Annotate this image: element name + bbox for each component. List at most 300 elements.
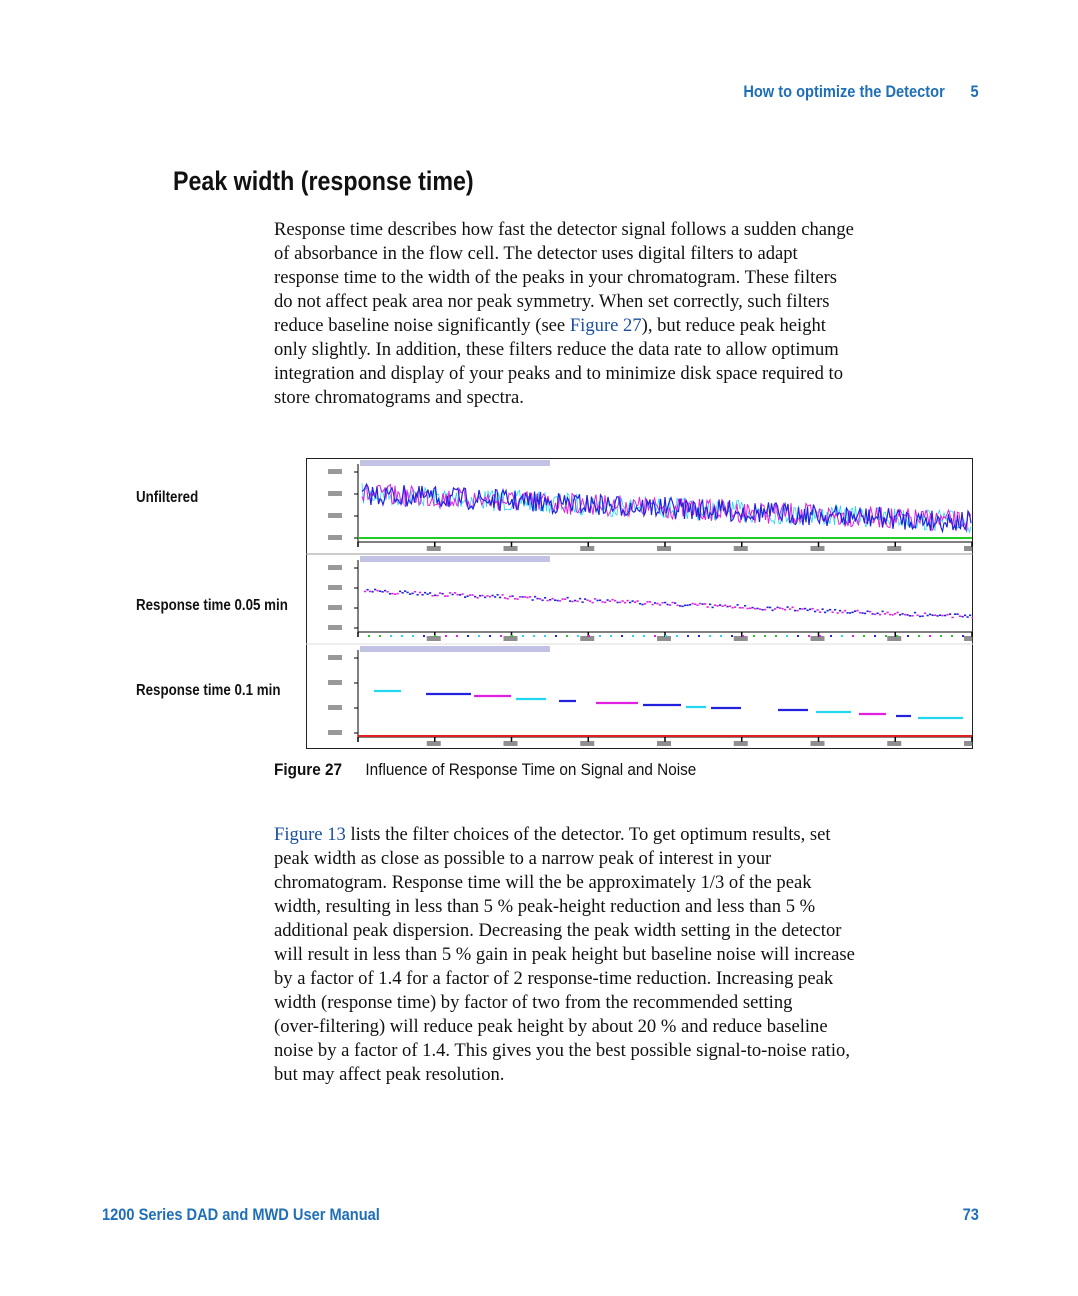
x-tick-label [427, 636, 441, 641]
filtered-trace-point [804, 608, 806, 610]
filtered-trace-point [759, 608, 761, 610]
text-line: additional peak dispersion. Decreasing the peak width setting in the detector [274, 920, 842, 941]
filtered-trace-point [859, 612, 861, 614]
filtered-trace-point [569, 600, 571, 602]
y-tick-label [328, 680, 342, 685]
filtered-trace-point [687, 604, 689, 606]
filtered-trace-point [812, 608, 814, 610]
filtered-trace-point [809, 609, 811, 611]
baseline-dot [654, 635, 656, 637]
filtered-trace-point [917, 614, 919, 616]
filtered-trace-point [602, 601, 604, 603]
filtered-trace-point [444, 595, 446, 597]
filtered-trace-point [634, 601, 636, 603]
filtered-trace-point [899, 614, 901, 616]
baseline-dot [786, 635, 788, 637]
header-chapter-number: 5 [970, 82, 979, 101]
filtered-trace-point [484, 597, 486, 599]
filtered-trace-point [862, 612, 864, 614]
x-tick-label [504, 546, 518, 551]
filtered-trace-point [869, 611, 871, 613]
filtered-trace-point [394, 593, 396, 595]
footer-manual-title: 1200 Series DAD and MWD User Manual [102, 1205, 380, 1224]
filtered-trace-point [664, 602, 666, 604]
text-line: only slightly. In addition, these filters reduce the data rate to allow optimum [274, 339, 839, 360]
filtered-trace-point [554, 599, 556, 601]
baseline-dot [929, 635, 931, 637]
filtered-trace-point [947, 614, 949, 616]
figure-27-link[interactable]: Figure 27 [569, 315, 642, 336]
baseline-dot [885, 635, 887, 637]
text-line: of absorbance in the flow cell. The detector uses digital filters to adapt [274, 243, 798, 264]
filtered-trace-point [957, 613, 959, 615]
baseline-dot [577, 635, 579, 637]
baseline-dot [698, 635, 700, 637]
filtered-trace-point [794, 610, 796, 612]
filtered-trace-point [562, 598, 564, 600]
filtered-trace-point [787, 606, 789, 608]
x-tick-label [427, 741, 441, 746]
filtered-trace-point [772, 609, 774, 611]
filtered-trace-point [647, 601, 649, 603]
filtered-trace-point [832, 611, 834, 613]
filtered-trace-point [932, 614, 934, 616]
x-tick-label [887, 636, 901, 641]
filtered-trace-point [952, 617, 954, 619]
filtered-trace-point [604, 602, 606, 604]
x-tick-label [657, 636, 671, 641]
filtered-trace-point [454, 592, 456, 594]
filtered-trace-point [814, 611, 816, 613]
section-title: Peak width (response time) [173, 166, 474, 196]
baseline-dot [522, 635, 524, 637]
filtered-trace-point [792, 607, 794, 609]
filtered-trace-point [699, 603, 701, 605]
filtered-trace-point [404, 590, 406, 592]
filtered-trace-point [597, 600, 599, 602]
figure-13-link[interactable]: Figure 13 [274, 824, 346, 845]
filtered-trace-point [884, 613, 886, 615]
filtered-trace-point [737, 604, 739, 606]
y-tick-label [328, 469, 342, 474]
filtered-trace-point [694, 603, 696, 605]
filtered-trace-point [797, 610, 799, 612]
y-tick-label [328, 705, 342, 710]
filtered-trace-point [624, 602, 626, 604]
filtered-trace-point [902, 613, 904, 615]
filtered-trace-point [379, 590, 381, 592]
filtered-trace-point [402, 592, 404, 594]
filtered-trace-point [659, 604, 661, 606]
filtered-trace-point [919, 616, 921, 618]
baseline-dot [412, 635, 414, 637]
filtered-trace-point [577, 601, 579, 603]
filtered-trace-point [844, 610, 846, 612]
filtered-trace-point [417, 594, 419, 596]
filtered-trace-point [774, 608, 776, 610]
filtered-trace-point [784, 609, 786, 611]
filtered-trace-point [782, 608, 784, 610]
baseline-dot [863, 635, 865, 637]
filtered-trace-point [897, 612, 899, 614]
filtered-trace-point [747, 608, 749, 610]
filtered-trace-point [887, 612, 889, 614]
panel-header-text [360, 646, 550, 652]
filtered-trace-point [642, 604, 644, 606]
filtered-trace-point [504, 597, 506, 599]
filtered-trace-point [909, 615, 911, 617]
filtered-trace-point [727, 606, 729, 608]
y-tick-label [328, 655, 342, 660]
baseline-dot [599, 635, 601, 637]
filtered-trace-point [489, 596, 491, 598]
filtered-trace-point [954, 613, 956, 615]
trace-label-unfiltered: Unfiltered [136, 489, 199, 506]
baseline-dot [456, 635, 458, 637]
filtered-trace-point [517, 598, 519, 600]
y-tick-label [328, 605, 342, 610]
baseline-dot [742, 635, 744, 637]
panel-header-text [360, 460, 550, 466]
filtered-trace-point [387, 591, 389, 593]
filtered-trace-point [629, 602, 631, 604]
text-fragment: reduce baseline noise significantly (see [274, 315, 570, 336]
filtered-trace-point [779, 607, 781, 609]
figure-caption [274, 760, 696, 780]
filtered-trace-point [682, 606, 684, 608]
y-tick-label [328, 565, 342, 570]
filtered-trace-point [457, 594, 459, 596]
filtered-trace-point [599, 599, 601, 601]
filtered-trace-point [644, 603, 646, 605]
filtered-trace-point [807, 610, 809, 612]
baseline-dot [390, 635, 392, 637]
filtered-trace-point [372, 591, 374, 593]
filtered-trace-point [944, 615, 946, 617]
text-fragment: ), but reduce peak height [641, 315, 826, 336]
baseline-dot [874, 635, 876, 637]
filtered-trace-point [864, 613, 866, 615]
filtered-trace-point [857, 610, 859, 612]
filtered-trace-point [479, 595, 481, 597]
filtered-trace-point [749, 607, 751, 609]
filtered-trace-point [519, 596, 521, 598]
filtered-trace-point [529, 596, 531, 598]
filtered-trace-point [729, 605, 731, 607]
filtered-trace-point [494, 596, 496, 598]
baseline-dot [445, 635, 447, 637]
filtered-trace-point [522, 596, 524, 598]
filtered-trace-point [552, 598, 554, 600]
filtered-trace-point [874, 614, 876, 616]
filtered-trace-point [967, 616, 969, 618]
filtered-trace-point [684, 605, 686, 607]
x-tick-label [580, 636, 594, 641]
x-tick-label [964, 741, 973, 746]
footer-page-number: 73 [962, 1205, 979, 1224]
filtered-trace-point [872, 613, 874, 615]
filtered-trace-point [582, 601, 584, 603]
filtered-trace-point [854, 610, 856, 612]
y-tick-label [328, 730, 342, 735]
filtered-trace-point [829, 609, 831, 611]
filtered-trace-point [962, 616, 964, 618]
filtered-trace-point [842, 612, 844, 614]
y-tick-label [328, 491, 342, 496]
baseline-dot [544, 635, 546, 637]
filtered-trace-point [929, 614, 931, 616]
filtered-trace-point [712, 607, 714, 609]
filtered-trace-point [414, 591, 416, 593]
x-tick-label [657, 546, 671, 551]
baseline-dot [687, 635, 689, 637]
filtered-trace-point [619, 602, 621, 604]
filtered-trace-point [707, 606, 709, 608]
filtered-trace-point [754, 608, 756, 610]
filtered-trace-point [882, 611, 884, 613]
filtered-trace-point [892, 614, 894, 616]
filtered-trace-point [369, 591, 371, 593]
filtered-trace-point [482, 595, 484, 597]
baseline-dot [940, 635, 942, 637]
filtered-trace-point [434, 595, 436, 597]
filtered-trace-point [789, 608, 791, 610]
text-line: by a factor of 1.4 for a factor of 2 response-time reduction. Increasing peak [274, 968, 834, 989]
filtered-trace-point [837, 612, 839, 614]
text-line [274, 314, 984, 338]
filtered-trace-point [477, 597, 479, 599]
filtered-trace-point [399, 591, 401, 593]
filtered-trace-point [672, 602, 674, 604]
filtered-trace-point [407, 592, 409, 594]
text-line [274, 823, 984, 847]
baseline-dot [764, 635, 766, 637]
filtered-trace-point [392, 593, 394, 595]
filtered-trace-point [847, 612, 849, 614]
filtered-trace-point [384, 590, 386, 592]
baseline-dot [478, 635, 480, 637]
filtered-trace-point [509, 596, 511, 598]
filtered-trace-point [914, 612, 916, 614]
filtered-trace-point [409, 593, 411, 595]
filtered-trace-point [534, 596, 536, 598]
text-line: chromatogram. Response time will the be approximately 1/3 of the peak [274, 872, 812, 893]
filtered-trace-point [912, 615, 914, 617]
baseline-dot [665, 635, 667, 637]
running-header [744, 82, 979, 102]
filtered-trace-point [439, 592, 441, 594]
filtered-trace-point [452, 594, 454, 596]
chromatogram-image [306, 458, 973, 749]
baseline-dot [918, 635, 920, 637]
filtered-trace-point [709, 604, 711, 606]
filtered-trace-point [389, 593, 391, 595]
filtered-trace-point [497, 594, 499, 596]
x-tick-label [887, 546, 901, 551]
x-tick-label [811, 741, 825, 746]
trace-label-response-01: Response time 0.1 min [136, 682, 281, 699]
filtered-trace-point [669, 604, 671, 606]
filtered-trace-point [704, 603, 706, 605]
y-tick-label [328, 625, 342, 630]
x-tick-label [811, 546, 825, 551]
baseline-dot [797, 635, 799, 637]
filtered-trace-point [662, 602, 664, 604]
filtered-trace-point [924, 612, 926, 614]
text-fragment: lists the filter choices of the detector. To get optimum results, set [345, 824, 831, 845]
filtered-trace-point [764, 609, 766, 611]
baseline-dot [555, 635, 557, 637]
filtered-trace-point [499, 597, 501, 599]
text-line: response time to the width of the peaks in your chromatogram. These filters [274, 267, 838, 288]
filtered-trace-point [464, 596, 466, 598]
filtered-trace-point [467, 595, 469, 597]
filtered-trace-point [544, 597, 546, 599]
filtered-trace-point [572, 601, 574, 603]
text-line: width, resulting in less than 5 % peak-height reduction and less than 5 % [274, 896, 816, 917]
filtered-trace-point [367, 589, 369, 591]
filtered-trace-point [449, 592, 451, 594]
x-tick-label [964, 546, 973, 551]
baseline-dot [401, 635, 403, 637]
filtered-trace-point [904, 614, 906, 616]
filtered-trace-point [942, 615, 944, 617]
x-tick-label [580, 741, 594, 746]
baseline-dot [511, 635, 513, 637]
filtered-trace-point [657, 603, 659, 605]
filtered-trace-point [677, 604, 679, 606]
filtered-trace-point [612, 599, 614, 601]
filtered-trace-point [964, 615, 966, 617]
filtered-trace-point [819, 611, 821, 613]
filtered-trace-point [432, 595, 434, 597]
filtered-trace-point [617, 602, 619, 604]
baseline-dot [896, 635, 898, 637]
filtered-trace-point [907, 614, 909, 616]
baseline-dot [588, 635, 590, 637]
filtered-trace-point [422, 594, 424, 596]
filtered-trace-point [849, 612, 851, 614]
filtered-trace-point [652, 604, 654, 606]
baseline-dot [423, 635, 425, 637]
baseline-dot [368, 635, 370, 637]
baseline-dot [533, 635, 535, 637]
filtered-trace-point [512, 595, 514, 597]
baseline-dot [489, 635, 491, 637]
text-line: peak width as close as possible to a narrow peak of interest in your [274, 848, 772, 869]
header-section-title: How to optimize the Detector [743, 82, 946, 101]
filtered-trace-point [364, 591, 366, 593]
filtered-trace-point [867, 610, 869, 612]
filtered-trace-point [824, 612, 826, 614]
filtered-trace-point [649, 601, 651, 603]
filtered-trace-point [502, 594, 504, 596]
filtered-trace-point [692, 603, 694, 605]
filtered-trace-point [539, 598, 541, 600]
filtered-trace-point [632, 600, 634, 602]
baseline-dot [621, 635, 623, 637]
filtered-trace-point [922, 615, 924, 617]
filtered-trace-point [817, 609, 819, 611]
filtered-trace-point [969, 614, 971, 616]
baseline-dot [830, 635, 832, 637]
filtered-trace-point [424, 592, 426, 594]
filtered-trace-point [614, 600, 616, 602]
filtered-trace-point [889, 614, 891, 616]
filtered-trace-point [459, 594, 461, 596]
baseline-dot [962, 635, 964, 637]
filtered-trace-point [702, 603, 704, 605]
text-line: but may affect peak resolution. [274, 1064, 505, 1085]
filtered-trace-point [607, 599, 609, 601]
y-tick-label [328, 513, 342, 518]
x-tick-label [427, 546, 441, 551]
filtered-trace-point [654, 602, 656, 604]
text-line: integration and display of your peaks and to minimize disk space required to [274, 363, 844, 384]
filtered-trace-point [374, 589, 376, 591]
baseline-dot [951, 635, 953, 637]
text-line: noise by a factor of 1.4. This gives you the best possible signal-to-noise ratio, [274, 1040, 850, 1061]
filtered-trace-point [514, 598, 516, 600]
filtered-trace-point [679, 605, 681, 607]
panel-header-text [360, 556, 550, 562]
filtered-trace-point [834, 609, 836, 611]
filtered-trace-point [427, 593, 429, 595]
baseline-dot [610, 635, 612, 637]
filtered-trace-point [622, 600, 624, 602]
filtered-trace-point [972, 617, 974, 619]
filtered-trace-point [524, 596, 526, 598]
filtered-trace-point [589, 600, 591, 602]
filtered-trace-point [377, 590, 379, 592]
filtered-trace-point [752, 607, 754, 609]
x-tick-label [964, 636, 973, 641]
filtered-trace-point [934, 614, 936, 616]
filtered-trace-point [714, 604, 716, 606]
filtered-trace-point [579, 598, 581, 600]
filtered-trace-point [767, 607, 769, 609]
filtered-trace-point [839, 610, 841, 612]
filtered-trace-point [762, 609, 764, 611]
text-line: Response time describes how fast the detector signal follows a sudden change [274, 219, 854, 240]
filtered-trace-point [487, 595, 489, 597]
filtered-trace-point [419, 592, 421, 594]
filtered-trace-point [397, 593, 399, 595]
filtered-trace-point [584, 598, 586, 600]
caption-number: Figure 27 [274, 760, 343, 779]
filtered-trace-point [474, 596, 476, 598]
filtered-trace-point [564, 598, 566, 600]
filtered-trace-point [777, 607, 779, 609]
x-tick-label [734, 636, 748, 641]
filtered-trace-point [527, 597, 529, 599]
filtered-trace-point [587, 599, 589, 601]
baseline-dot [841, 635, 843, 637]
filtered-trace-point [939, 614, 941, 616]
filtered-trace-point [532, 599, 534, 601]
y-tick-label [328, 535, 342, 540]
filtered-trace-point [722, 605, 724, 607]
filtered-trace-point [507, 598, 509, 600]
filtered-trace-point [557, 600, 559, 602]
baseline-dot [852, 635, 854, 637]
filtered-trace-point [757, 608, 759, 610]
filtered-trace-point [627, 600, 629, 602]
baseline-dot [500, 635, 502, 637]
filtered-trace-point [429, 592, 431, 594]
text-line: width (response time) by factor of two from the recommended setting [274, 992, 793, 1013]
text-line: will result in less than 5 % gain in peak height but baseline noise will increase [274, 944, 855, 965]
